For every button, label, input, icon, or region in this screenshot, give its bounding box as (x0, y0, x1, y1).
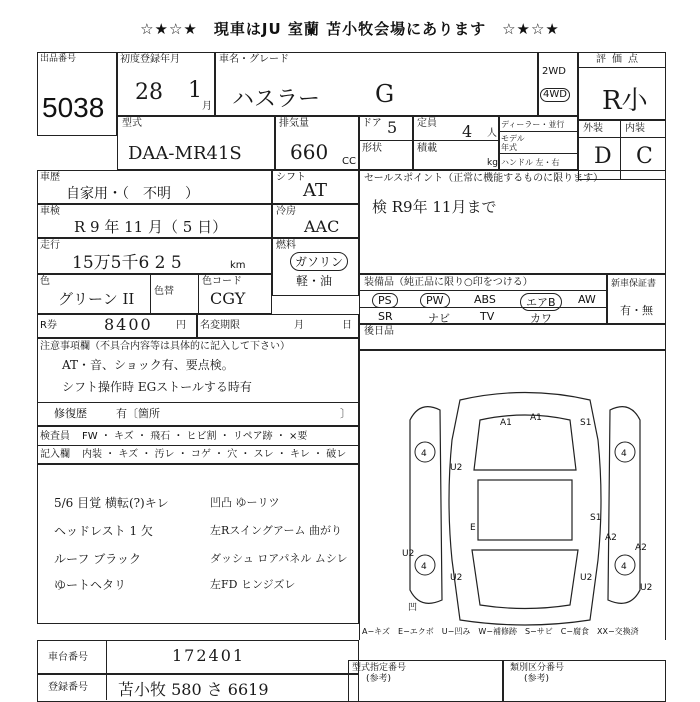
notes-line2: シフト操作時 EGストールする時有 (62, 380, 252, 394)
warranty-value: 有・無 (620, 304, 653, 317)
mark-9: U2 (580, 573, 593, 583)
capacity-value: 4 (462, 122, 473, 141)
chassis-value: 172401 (172, 646, 246, 665)
history-label: 車歴 (40, 172, 60, 183)
sales-point-value: 検 R9年 11月まで (372, 198, 497, 216)
inspector-items: FW ・ キズ ・ 飛石 ・ ヒビ割 ・ リペア跡 ・ ×要 (82, 431, 308, 442)
tire-rr: 4 (621, 562, 627, 572)
mileage-unit: km (230, 260, 246, 271)
doors-value: 5 (387, 118, 398, 137)
aircon-value: AAC (304, 217, 340, 236)
mark-6: A2 (605, 533, 617, 543)
color-value: グリーン II (58, 290, 135, 308)
sales-point-label: セールスポイント（正常に機能するものに限ります） (364, 173, 604, 184)
name-change-label: 名変期限 (200, 320, 240, 331)
car-diagram (380, 380, 670, 640)
model-code-value: DAA-MR41S (128, 143, 242, 164)
drive-box (538, 52, 578, 116)
first-reg-month-unit: 月 (202, 101, 212, 112)
mark-3: S1 (580, 418, 592, 428)
recycle-unit: 円 (176, 320, 186, 331)
type-number-sub: (参考) (366, 674, 392, 684)
equip-leather: カワ (530, 312, 552, 325)
tire-rl: 4 (421, 562, 427, 572)
shift-label: シフト (276, 172, 306, 183)
page-title: ☆★☆★ 現車はJU 室蘭 苫小牧会場にあります ☆★☆★ (140, 20, 560, 38)
score-label: 評価点 (596, 54, 644, 65)
doors-label: ドア (362, 118, 382, 129)
drive-2wd: 2WD (542, 66, 566, 77)
dealer-label: ディーラー・並行 (501, 120, 565, 129)
fuel-other: 軽・油 (296, 274, 333, 288)
displacement-unit: CC (342, 156, 356, 167)
inspection-value: R 9 年 11 月（ 5 日） (74, 218, 228, 236)
model-code-label: 型式 (122, 118, 142, 129)
tire-fl: 4 (421, 449, 427, 459)
chassis-label: 車台番号 (48, 652, 88, 663)
warranty-label: 新車保証書 (611, 279, 657, 289)
lot-label: 出品番号 (40, 54, 77, 64)
recycle-value: 8400 (104, 315, 153, 334)
recycle-label: R券 (40, 320, 57, 331)
mark-8: U2 (450, 573, 463, 583)
mark-5: U2 (450, 463, 463, 473)
name-change-day: 日 (342, 320, 352, 331)
mileage-value: 15万5千6 2 5 (72, 253, 182, 273)
shift-value: AT (303, 180, 328, 201)
equip-aw: AW (578, 293, 596, 306)
first-reg-label: 初度登録年月 (120, 54, 180, 65)
remark-left-2: ヘッドレスト 1 欠 (54, 524, 153, 538)
mark-10: A2 (635, 543, 647, 553)
remark-left-3: ルーフ ブラック (54, 552, 141, 566)
load-unit: kg (487, 158, 498, 168)
model-year-label: モデル年式 (501, 134, 525, 152)
remark-left-4: ゆートヘタリ (54, 578, 127, 592)
mark-2: A1 (530, 413, 542, 423)
mark-4: E (470, 523, 476, 533)
exterior-value: D (594, 144, 612, 169)
color-code-label: 色コード (202, 276, 242, 287)
shape-label: 形状 (362, 143, 382, 154)
capacity-unit: 人 (487, 128, 497, 139)
name-change-month: 月 (294, 320, 304, 331)
notes-label: 注意事項欄（不具合内容等は具体的に記入して下さい） (40, 341, 290, 352)
type-number-label: 型式指定番号 (352, 663, 407, 673)
repair-close: 〕 (340, 407, 351, 420)
drive-4wd: 4WD (540, 88, 570, 102)
notes-line1: AT・音、ショック有、要点検。 (62, 358, 234, 372)
equip-ps: PS (372, 293, 398, 308)
equip-sr: SR (378, 310, 393, 323)
mark-1: A1 (500, 418, 512, 428)
equip-navi: ナビ (428, 312, 450, 325)
class-number-sub: (参考) (524, 674, 550, 684)
interior-value: C (636, 144, 653, 169)
first-reg-year: 28 (135, 80, 163, 105)
equip-abs: ABS (474, 293, 496, 306)
aircon-label: 冷房 (276, 206, 296, 217)
displacement-value: 660 (290, 140, 329, 164)
score-value: R小 (602, 86, 648, 116)
recorder-label: 記入欄 (40, 449, 70, 460)
equipment-label: 装備品（純正品に限り○印をつける） (364, 277, 533, 288)
rear-seat-box (359, 324, 666, 350)
fuel-label: 燃料 (276, 240, 296, 251)
registration-label: 登録番号 (48, 682, 88, 693)
repair-label: 修復歴 (54, 407, 87, 420)
color-code-value: CGY (210, 289, 246, 308)
recorder-items: 内装 ・ キズ ・ 汚レ ・ コゲ ・ 穴 ・ スレ ・ キレ ・ 破レ (82, 449, 347, 460)
model-label: 車名・グレード (219, 54, 289, 65)
remark-right-3: ダッシュ ロアパネル ムシレ (210, 552, 348, 565)
model-name: ハスラー (232, 87, 321, 112)
color-label: 色 (40, 276, 50, 287)
repair-value: 有〔箇所 (116, 407, 160, 420)
mileage-label: 走行 (40, 240, 60, 251)
load-label: 積載 (417, 143, 437, 154)
equip-airbag: エアB (520, 293, 562, 311)
lot-number: 5038 (42, 92, 105, 123)
fuel-value: ガソリン (290, 252, 348, 271)
remark-right-1: 凹凸 ゆーリツ (210, 496, 280, 509)
remark-left-1: 5/6 目覚 横転(?)キレ (54, 496, 169, 510)
mark-12: S1 (590, 513, 602, 523)
diagram-legend: A−キズ E−エクボ U−凹み W−補修跡 S−サビ C−腐食 XX−交換済 (362, 627, 639, 636)
repaint-label: 色替 (154, 286, 174, 297)
first-reg-month: 1 (188, 78, 202, 103)
model-grade: G (375, 80, 395, 108)
remark-right-4: 左FD ヒンジズレ (210, 578, 296, 591)
class-number-label: 類別区分番号 (510, 663, 565, 673)
inspection-label: 車検 (40, 206, 60, 217)
displacement-label: 排気量 (279, 118, 309, 129)
registration-value: 苫小牧 580 さ 6619 (118, 680, 269, 699)
exterior-label: 外装 (583, 123, 603, 134)
equip-pw: PW (420, 293, 450, 308)
inspector-label: 検査員 (40, 431, 70, 442)
mark-7: U2 (402, 549, 415, 559)
tire-fr: 4 (621, 449, 627, 459)
equip-tv: TV (480, 310, 495, 323)
handle-label: ハンドル 左・右 (501, 158, 560, 167)
remarks-box (37, 464, 359, 624)
mark-13: 凹 (408, 603, 418, 613)
interior-label: 内装 (625, 123, 645, 134)
history-value: 自家用・（ 不明 ） (66, 186, 199, 202)
capacity-label: 定員 (417, 118, 437, 129)
rear-seat-label: 後日品 (364, 326, 394, 337)
sales-point-box (359, 170, 666, 274)
mark-11: U2 (640, 583, 653, 593)
remark-right-2: 左Rスイングアーム 曲がり (210, 524, 343, 537)
